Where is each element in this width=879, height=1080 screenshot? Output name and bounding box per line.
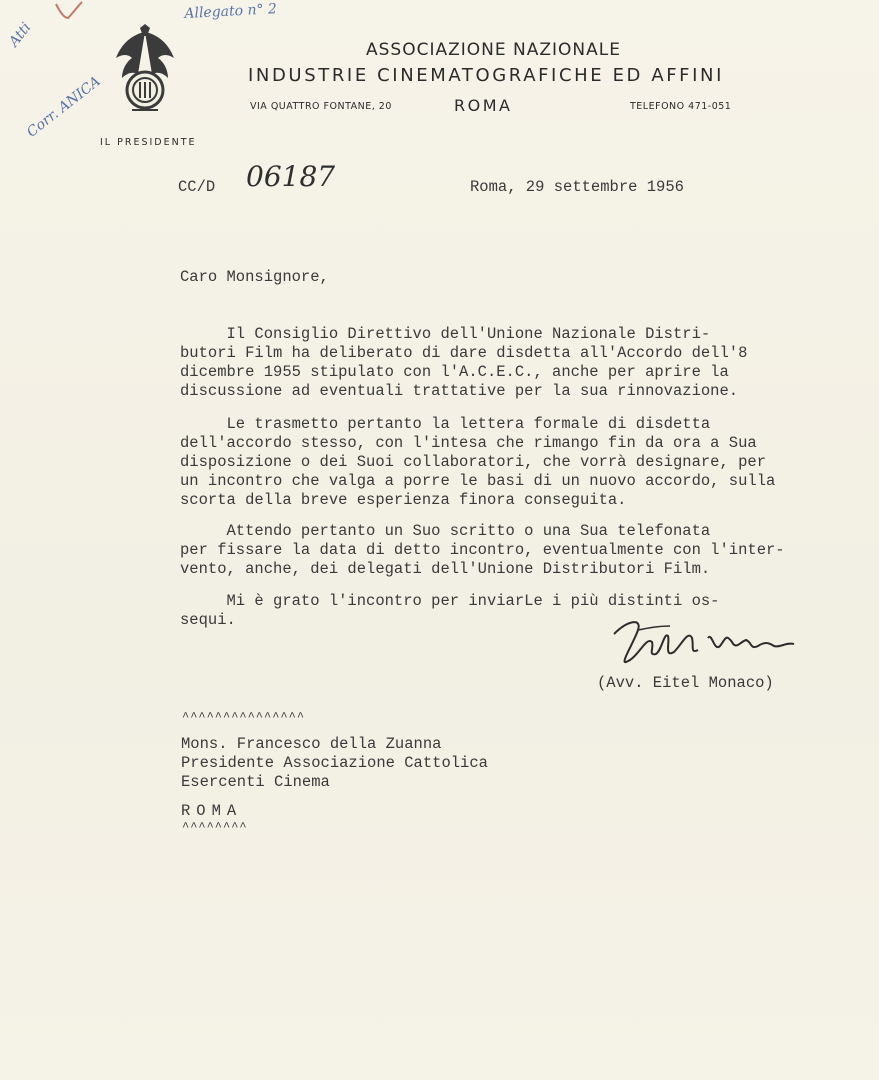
text-line: disposizione o dei Suoi collaboratori, che vorrà designare, per [180,453,766,471]
recipient-city-underline: ^^^^^^^^ [182,820,248,834]
recipient-city: ROMA [181,802,243,820]
text-line: vento, anche, dei delegati dell'Unione Distributori Film. [180,560,711,578]
text-line: un incontro che valga a porre le basi di un nuovo accordo, sulla [180,472,776,490]
org-address: VIA QUATTRO FONTANE, 20 [250,101,392,112]
text-line: discussione ad eventuali trattative per la sua rinnovazione. [180,382,739,400]
letter-date: Roma, 29 settembre 1956 [470,178,684,196]
salutation: Caro Monsignore, [180,268,329,286]
recipient-line: Presidente Associazione Cattolica [181,754,488,772]
emblem-logo [112,24,178,121]
text-line: butori Film ha deliberato di dare disdetta all'Accordo dell'8 [180,344,748,362]
text-line: dell'accordo stesso, con l'intesa che rimango fin da ora a Sua [180,434,757,452]
text-line: dicembre 1955 stipulato con l'A.C.E.C., anche per aprire la [180,363,729,381]
reference-number: 06187 [246,160,336,193]
org-name-line2: INDUSTRIE CINEMATOGRAFICHE ED AFFINI [248,65,725,86]
org-phone: TELEFONO 471-051 [630,101,732,112]
text-line: Attendo pertanto un Suo scritto o una Sua telefonata [180,522,711,540]
reference-label: CC/D [178,178,216,196]
separator-line: ^^^^^^^^^^^^^^^ [182,710,306,724]
handwritten-note-left-2: Corr. ANICA [24,73,104,141]
check-mark-icon [54,0,84,26]
president-label: IL PRESIDENTE [100,137,197,148]
text-line: per fissare la data di detto incontro, eventualmente con l'inter- [180,541,785,559]
text-line: Il Consiglio Direttivo dell'Unione Nazionale Distri- [180,325,711,343]
org-city: ROMA [454,96,513,115]
text-line: Le trasmetto pertanto la lettera formale di disdetta [180,415,711,433]
body-paragraph-3 [180,522,860,579]
handwritten-signature [608,612,808,677]
text-line: scorta della breve esperienza finora conseguita. [180,491,627,509]
body-paragraph-1 [180,325,860,401]
handwritten-note-left: Atti [6,19,35,50]
org-name-line1: ASSOCIAZIONE NAZIONALE [366,40,621,60]
body-paragraph-2 [180,415,860,510]
text-line: sequi. [180,611,236,629]
recipient-line: Mons. Francesco della Zuanna [181,735,442,753]
text-line: Mi è grato l'incontro per inviarLe i più distinti os- [180,592,720,610]
recipient-line: Esercenti Cinema [181,773,330,791]
faint-bleed-through [520,730,650,790]
handwritten-note-top: Allegato n° 2 [184,1,278,22]
typed-signature-name: (Avv. Eitel Monaco) [597,674,774,692]
recipient-block [181,735,488,792]
